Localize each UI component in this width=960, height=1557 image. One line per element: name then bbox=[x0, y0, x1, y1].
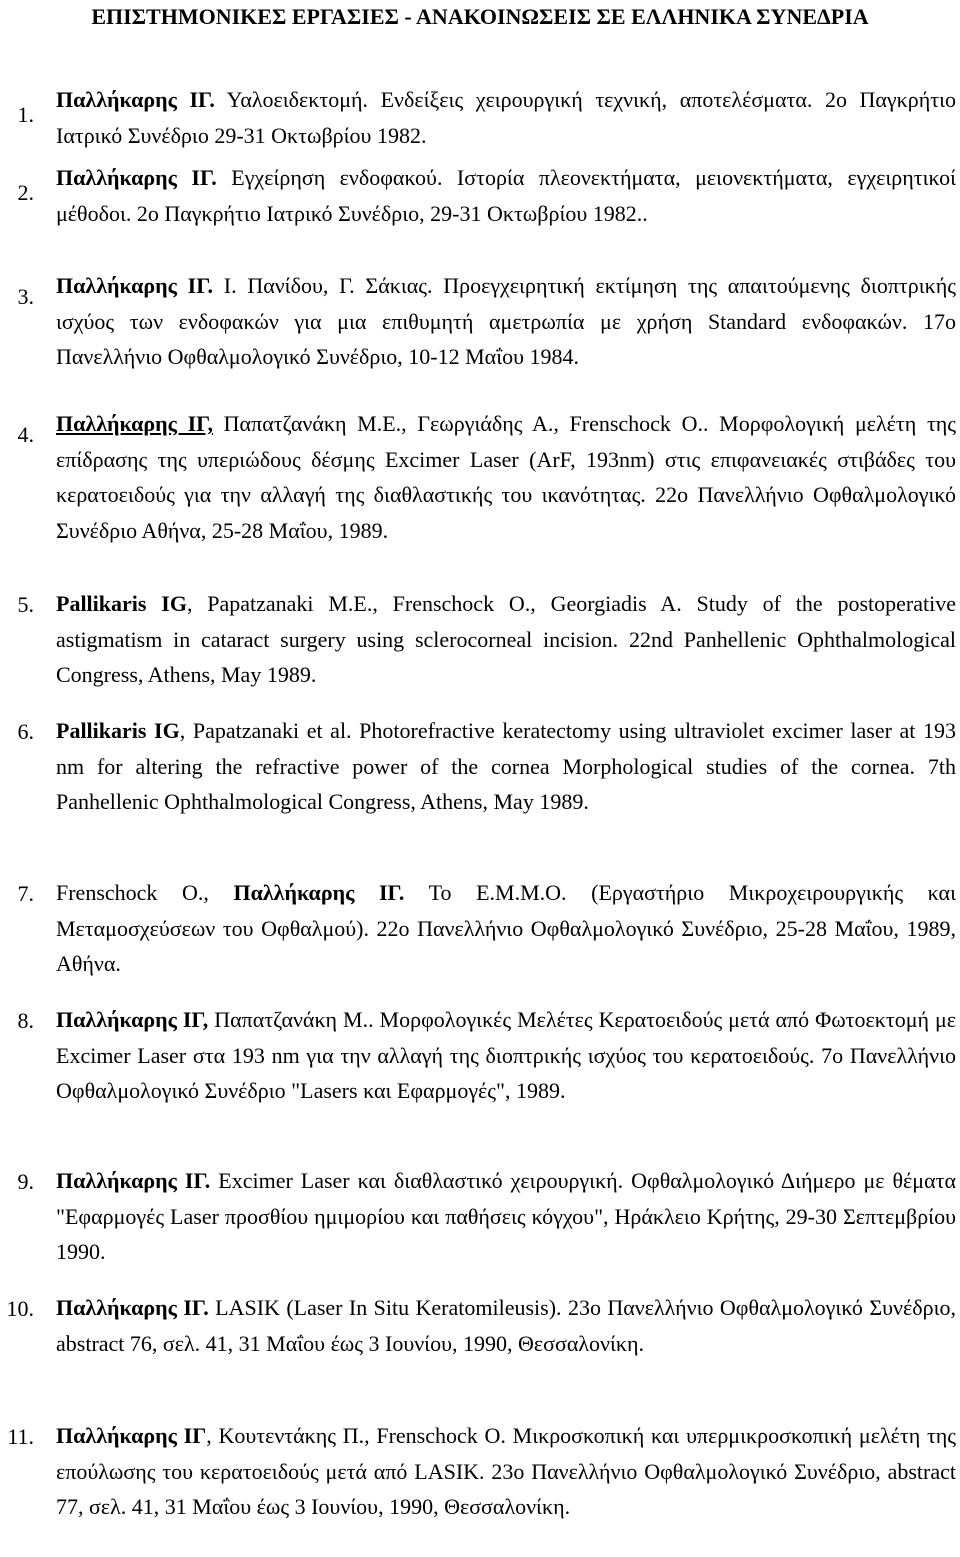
item-number: 4. bbox=[17, 422, 34, 447]
item-body: Εγχείρηση ενδοφακού. Ιστορία πλεονεκτήματα, μειονεκτήματα, εγχειρητικοί μέθοδοι. 2ο Παγκρήτιο Ιατρικό Συνέδριο, 29-31 Οκτωβρίου 1982.. bbox=[56, 165, 957, 226]
item-body: , Papatzanaki et al. Photorefractive keratectomy using ultraviolet excimer laser at 193 nm for altering the refractive power of the cornea Morphological studies of the cornea. 7th Panhellenic Ophthalmological Congress, Athens, May 1989. bbox=[56, 718, 957, 814]
item-text bbox=[56, 1290, 956, 1361]
item-body: , Papatzanaki M.E., Frenschock O., Georgiadis A. Study of the postoperative astigmatism in cataract surgery using sclerocorneal incision. 22nd Panhellenic Ophthalmological Congress, Athens, May 1989. bbox=[56, 591, 956, 687]
item-number: 3. bbox=[17, 284, 34, 309]
item-number: 5. bbox=[17, 592, 34, 617]
item-author: Παλλήκαρης ΙΓ. bbox=[56, 87, 215, 112]
item-author: Παλλήκαρης ΙΓ. bbox=[56, 273, 214, 298]
item-number: 1. bbox=[17, 102, 34, 127]
item-number: 6. bbox=[17, 719, 34, 744]
item-body: Ι. Πανίδου, Γ. Σάκιας. Προεγχειρητική εκτίμηση της απαιτούμενης διοπτρικής ισχύος των ενδοφακών για μια επιθυμητή αμετρωπία με χρήση Standard ενδοφακών. 17ο Πανελλήνιο Οφθαλμολογικό Συνέδριο, 10-12 Μαΐου 1984. bbox=[56, 273, 956, 369]
item-body: Το Ε.Μ.Μ.Ο. (Εργαστήριο Μικροχειρουργικής και Μεταμοσχεύσεων του Οφθαλμού). 22ο Πανελλήνιο Οφθαλμολογικό Συνέδριο, 25-28 Μαΐου, 1989, Αθήνα. bbox=[56, 880, 956, 976]
item-text bbox=[56, 875, 956, 982]
item-number: 10. bbox=[6, 1296, 34, 1321]
item-author: Παλλήκαρης ΙΓ. bbox=[56, 1168, 211, 1193]
item-number: 2. bbox=[17, 180, 34, 205]
item-body: Παπατζανάκη Μ.Ε., Γεωργιάδης Α., Frenschock O.. Μορφολογική μελέτη της επίδρασης της υπεριώδους δέσμης Excimer Laser (ArF, 193nm) στις επιφανειακές στιβάδες του κερατοειδούς για την αλλαγή της διαθλαστικής του ικανότητας. 22ο Πανελλήνιο Οφθαλμολογικό Συνέδριο Αθήνα, 25-28 Μαΐου, 1989. bbox=[56, 411, 957, 543]
item-number: 11. bbox=[7, 1424, 34, 1449]
item-text bbox=[56, 406, 956, 548]
item-text bbox=[56, 1418, 956, 1525]
item-author: Pallikaris IG bbox=[56, 591, 187, 616]
item-text bbox=[56, 160, 956, 231]
item-number: 9. bbox=[17, 1169, 34, 1194]
item-body: Παπατζανάκη Μ.. Μορφολογικές Μελέτες Κερατοειδούς μετά από Φωτοεκτομή με Excimer Laser στα 193 nm για την αλλαγή της διοπτρικής ισχύος του κερατοειδούς. 7ο Πανελλήνιο Οφθαλμολογικό Συνέδριο "Lasers και Εφαρμογές", 1989. bbox=[56, 1007, 956, 1103]
item-number: 8. bbox=[17, 1008, 34, 1033]
item-body: LASIK (Laser In Situ Keratomileusis). 23ο Πανελλήνιο Οφθαλμολογικό Συνέδριο, abstract 76, σελ. 41, 31 Μαΐου έως 3 Ιουνίου, 1990, Θεσσαλονίκη. bbox=[56, 1295, 956, 1356]
item-author: Παλλήκαρης ΙΓ bbox=[56, 1423, 207, 1448]
item-text bbox=[56, 1163, 956, 1270]
item-author: Pallikaris IG bbox=[56, 718, 180, 743]
item-text bbox=[56, 268, 956, 375]
item-body: , Κουτεντάκης Π., Frenschock O. Μικροσκοπική και υπερμικροσκοπική μελέτη της επούλωσης του κερατοειδούς μετά από LASIK. 23ο Πανελλήνιο Οφθαλμολογικό Συνέδριο, abstract 77, σελ. 41, 31 Μαΐου έως 3 Ιουνίου, 1990, Θεσσαλονίκη. bbox=[56, 1423, 957, 1519]
item-author: Παλλήκαρης ΙΓ, bbox=[56, 1007, 209, 1032]
item-body: Υαλοειδεκτομή. Ενδείξεις χειρουργική τεχνική, αποτελέσματα. 2ο Παγκρήτιο Ιατρικό Συνέδριο 29-31 Οκτωβρίου 1982. bbox=[56, 87, 956, 148]
item-text bbox=[56, 586, 956, 693]
item-body: Excimer Laser και διαθλαστικό χειρουργική. Οφθαλμολογικό Διήμερο με θέματα "Εφαρμογές Laser προσθίου ημιμορίου και παθήσεις κόγχου", Ηράκλειο Κρήτης, 29-30 Σεπτεμβρίου 1990. bbox=[56, 1168, 956, 1264]
item-text bbox=[56, 82, 956, 153]
item-author: Παλλήκαρης ΙΓ. bbox=[56, 1295, 209, 1320]
page-title: ΕΠΙΣΤΗΜΟΝΙΚΕΣ ΕΡΓΑΣΙΕΣ - ΑΝΑΚΟΙΝΩΣΕΙΣ ΣΕ ΕΛΛΗΝΙΚΑ ΣΥΝΕΔΡΙΑ bbox=[91, 4, 869, 29]
item-number: 7. bbox=[17, 881, 34, 906]
item-author: Παλλήκαρης ΙΓ, bbox=[56, 411, 213, 436]
item-prefix: Frenschock O., bbox=[56, 880, 234, 905]
item-author: Παλλήκαρης ΙΓ. bbox=[233, 880, 405, 905]
item-text bbox=[56, 713, 956, 820]
item-text bbox=[56, 1002, 956, 1109]
item-author: Παλλήκαρης ΙΓ. bbox=[56, 165, 217, 190]
